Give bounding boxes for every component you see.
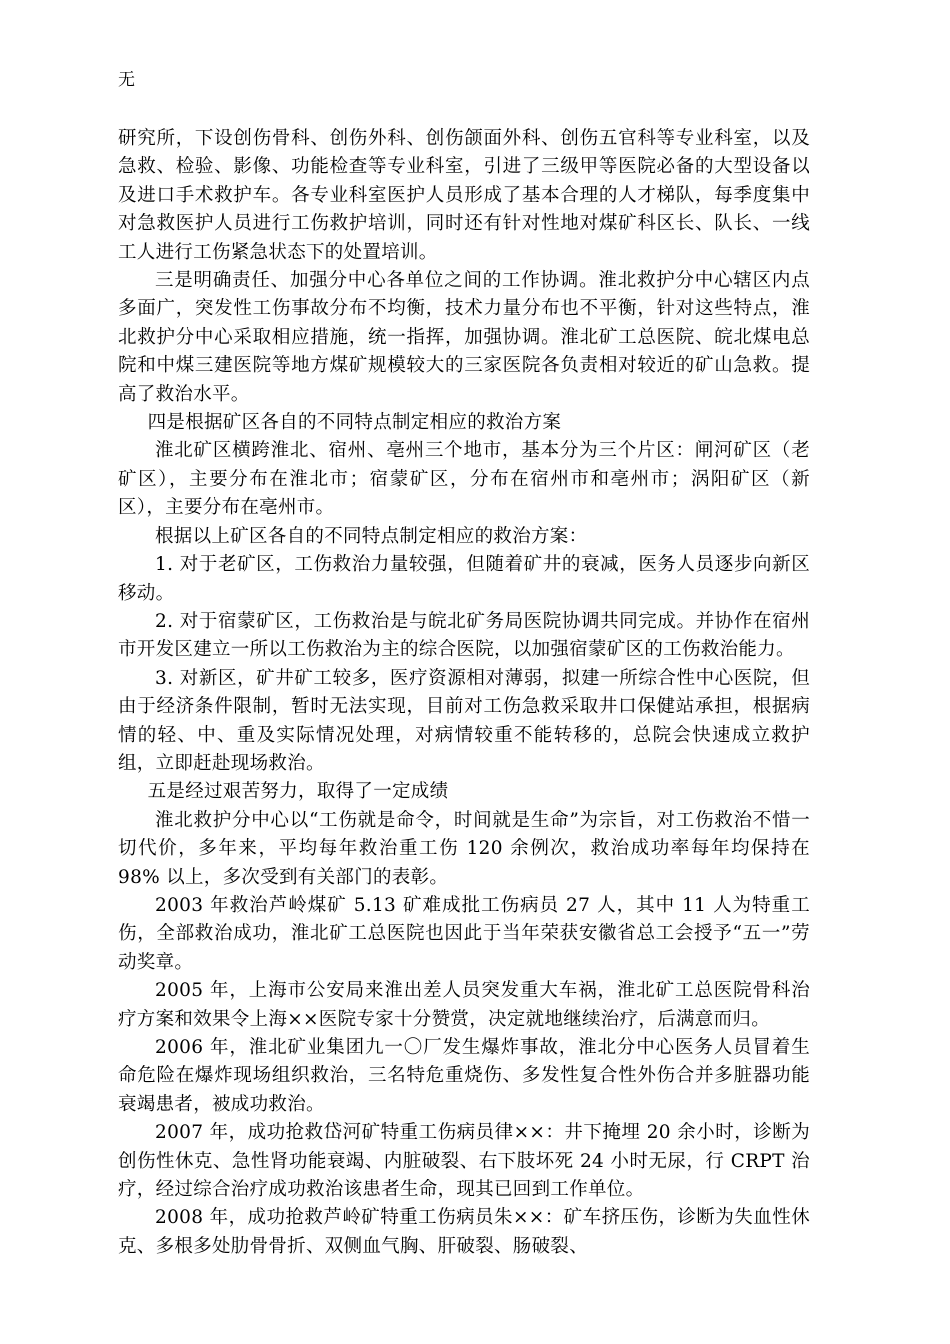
paragraph: 2003 年救治芦岭煤矿 5.13 矿难成批工伤病员 27 人，其中 11 人为特重工伤，全部救治成功，淮北矿工总医院也因此于当年荣获安徽省总工会授予“五一”劳动奖章。 — [118, 894, 810, 973]
paragraph: 淮北救护分中心以“工伤就是命令，时间就是生命”为宗旨，对工伤救治不惜一切代价，多年来，平均每年救治重工伤 120 余例次，救治成功率每年均保持在 98% 以上，多次受到有关部门的表彰。 — [118, 809, 810, 888]
section-heading: 四是根据矿区各自的不同特点制定相应的救治方案 — [147, 412, 562, 434]
paragraph: 根据以上矿区各自的不同特点制定相应的救治方案： — [155, 525, 588, 547]
list-item: 2. 对于宿蒙矿区，工伤救治是与皖北矿务局医院协调共同完成。并协作在宿州市开发区建立一所以工伤救治为主的综合医院，以加强宿蒙矿区的工伤救治能力。 — [118, 610, 810, 661]
list-item: 1. 对于老矿区，工伤救治力量较强，但随着矿井的衰减，医务人员逐步向新区移动。 — [118, 554, 810, 604]
section-heading: 五是经过艰苦努力，取得了一定成绩 — [147, 781, 449, 803]
paragraph: 淮北矿区横跨淮北、宿州、亳州三个地市，基本分为三个片区：闸河矿区（老矿区），主要分布在淮北市；宿蒙矿区，分布在宿州市和亳州市；涡阳矿区（新区），主要分布在亳州市。 — [118, 440, 810, 519]
document-body — [118, 125, 810, 1261]
paragraph: 2005 年，上海市公安局来淮出差人员突发重大车祸，淮北矿工总医院骨科治疗方案和效果令上海××医院专家十分赞赏，决定就地继续治疗，后满意而归。 — [118, 980, 810, 1030]
paragraph: 2006 年，淮北矿业集团九一〇厂发生爆炸事故，淮北分中心医务人员冒着生命危险在爆炸现场组织救治，三名特危重烧伤、多发性复合性外伤合并多脏器功能衰竭患者，被成功救治。 — [118, 1037, 810, 1115]
paragraph: 2008 年，成功抢救芦岭矿特重工伤病员朱××：矿车挤压伤，诊断为失血性休克、多根多处肋骨骨折、双侧血气胸、肝破裂、肠破裂、 — [118, 1207, 810, 1257]
list-item: 3. 对新区，矿井矿工较多，医疗资源相对薄弱，拟建一所综合性中心医院，但由于经济条件限制，暂时无法实现，目前对工伤急救采取井口保健站承担，根据病情的轻、中、重及实际情况处理，对病情较重不能转移的，总院会快速成立救护组，立即赶赴现场救治。 — [118, 667, 810, 774]
paragraph: 2007 年，成功抢救岱河矿特重工伤病员律××：井下掩埋 20 余小时，诊断为创伤性休克、急性肾功能衰竭、内脏破裂、右下肢坏死 24 小时无尿，行 CRPT 治疗，经过综合治疗成功救治该患者生命，现其已回到工作单位。 — [118, 1122, 810, 1201]
paragraph: 三是明确责任、加强分中心各单位之间的工作协调。淮北救护分中心辖区内点多面广，突发性工伤事故分布不均衡，技术力量分布也不平衡，针对这些特点，淮北救护分中心采取相应措施，统一指挥，加强协调。淮北矿工总医院、皖北煤电总院和中煤三建医院等地方煤矿规模较大的三家医院各负责相对较近的矿山急救。提高了救治水平。 — [118, 270, 810, 405]
page-header: 无 — [118, 70, 135, 90]
paragraph: 研究所，下设创伤骨科、创伤外科、创伤颌面外科、创伤五官科等专业科室，以及急救、检验、影像、功能检查等专业科室，引进了三级甲等医院必备的大型设备以及进口手术救护车。各专业科室医护人员形成了基本合理的人才梯队，每季度集中对急救医护人员进行工伤救护培训，同时还有针对性地对煤矿科区长、队长、一线工人进行工伤紧急状态下的处置培训。 — [118, 128, 810, 263]
